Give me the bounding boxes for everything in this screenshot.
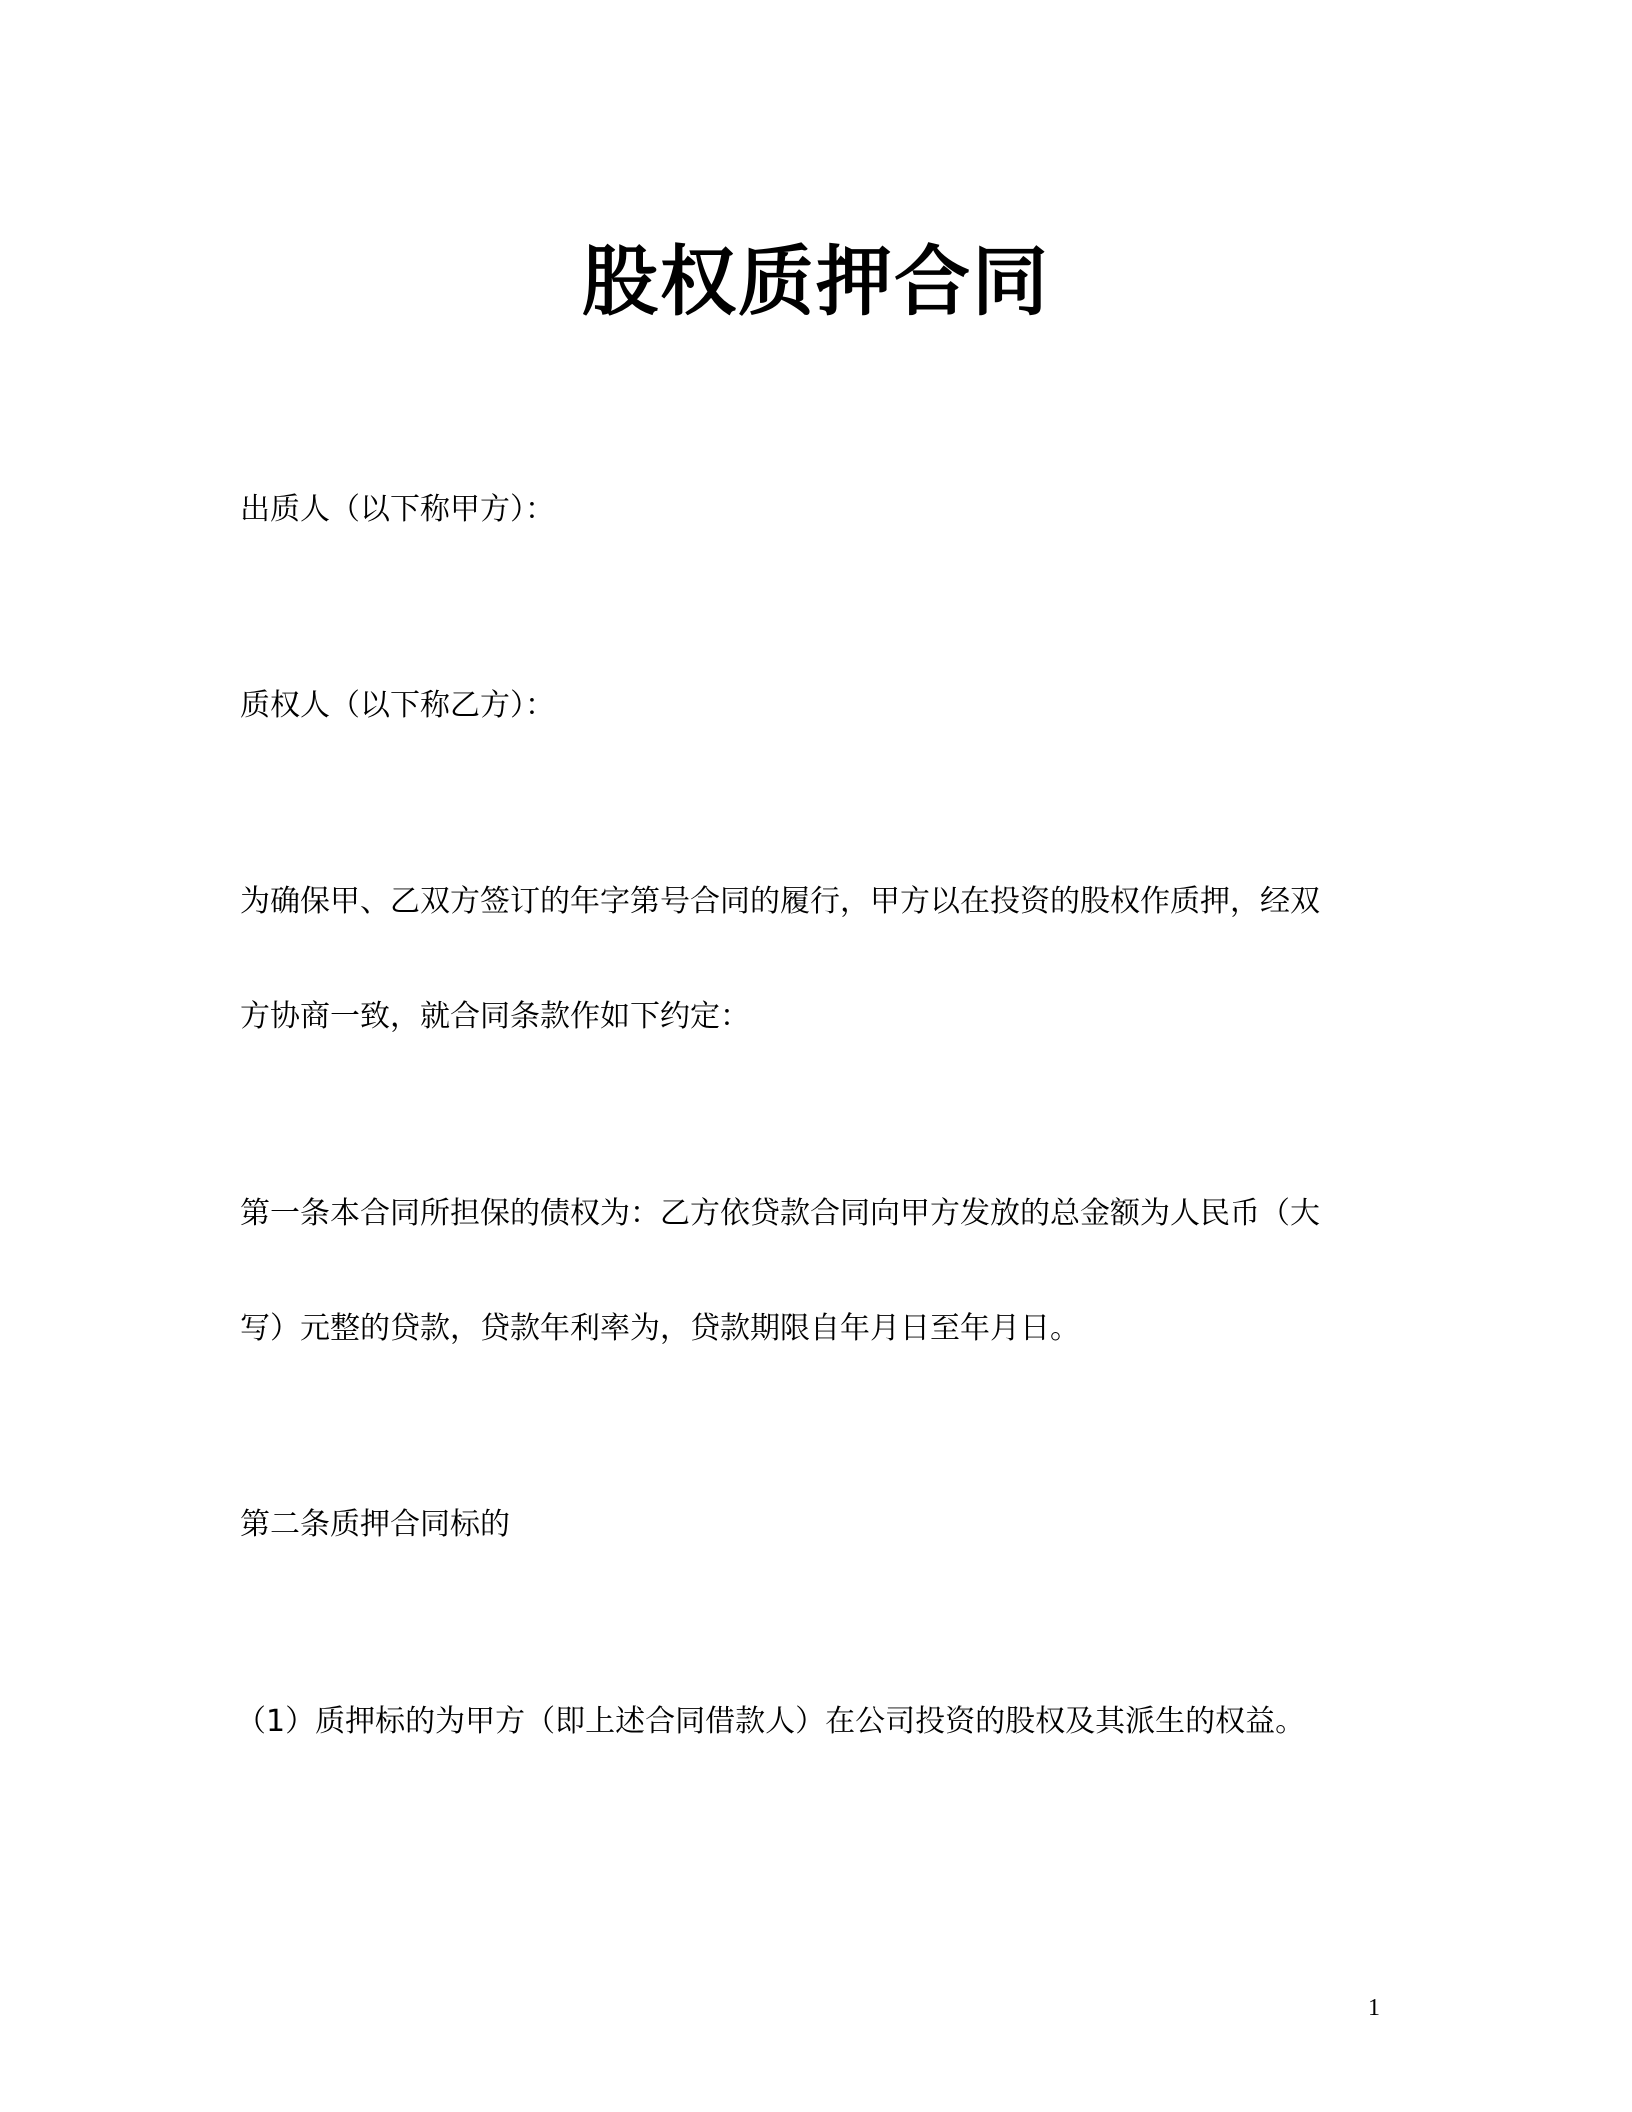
document-title: 股权质押合同 <box>582 237 1050 326</box>
preamble-line-2: 方协商一致，就合同条款作如下约定： <box>240 999 750 1034</box>
pledgee-line: 质权人（以下称乙方）： <box>240 688 555 723</box>
article-1-line-1: 第一条本合同所担保的债权为：乙方依贷款合同向甲方发放的总金额为人民币（大 <box>240 1196 1320 1231</box>
preamble-line-1: 为确保甲、乙双方签订的年字第号合同的履行，甲方以在投资的股权作质押，经双 <box>240 884 1320 919</box>
page-number: 1 <box>1368 1995 1380 2021</box>
pledgor-line: 出质人（以下称甲方）： <box>240 492 555 527</box>
article-2-heading: 第二条质押合同标的 <box>240 1507 510 1542</box>
article-1-line-2: 写）元整的贷款，贷款年利率为，贷款期限自年月日至年月日。 <box>240 1311 1080 1346</box>
article-2-item-1: （1）质押标的为甲方（即上述合同借款人）在公司投资的股权及其派生的权益。 <box>236 1704 1306 1739</box>
